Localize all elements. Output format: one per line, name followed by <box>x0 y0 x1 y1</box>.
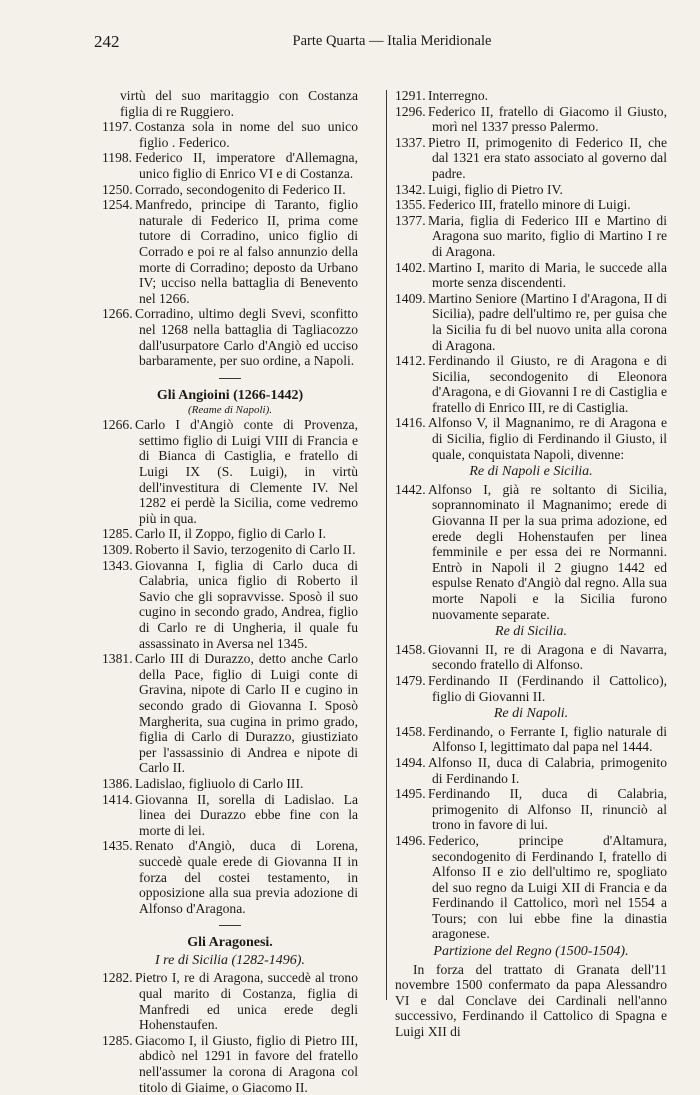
entry-year: 1409. <box>395 290 426 306</box>
entry-year: 1435. <box>102 838 133 854</box>
chronology-entry <box>102 182 358 198</box>
entry-text: Federico, principe d'Altamura, secondogenito di Ferdinando I, fratello di Alfonso II e zio dell'ultimo re, spogliato del suo regno da Luigi XII di Francia e da Ferdinando il Cattolico, morì nel 1554 a Tours; con lui ebbe fine la dinastia aragonese. <box>428 832 667 942</box>
entry-text: Luigi, figlio di Pietro IV. <box>428 181 563 197</box>
entry-year: 1254. <box>102 197 133 213</box>
chronology-entry <box>102 970 358 1032</box>
entry-year: 1442. <box>395 481 426 497</box>
entry-year: 1479. <box>395 672 426 688</box>
entry-text: Federico II, imperatore d'Allemagna, unico figlio di Enrico VI e di Costanza. <box>135 150 358 181</box>
entry-text: Federico II, fratello di Giacomo il Giusto, morì nel 1337 presso Palermo. <box>428 103 667 135</box>
chronology-entry <box>395 197 667 213</box>
chronology-entry <box>395 755 667 786</box>
right-column <box>395 88 667 1040</box>
entry-text: Interregno. <box>428 88 489 103</box>
entry-text: Giacomo I, il Giusto, figlio di Pietro III, abdicò nel 1291 in favore del fratello nell'assumer la corona di Aragona col titolo di Giaime, o Giacomo II. <box>135 1032 358 1095</box>
chronology-entry <box>395 415 667 462</box>
chronology-entry <box>395 291 667 353</box>
chronology-entry <box>102 792 358 839</box>
entry-year: 1402. <box>395 259 426 275</box>
chronology-entry <box>395 104 667 135</box>
entry-text: Alfonso V, il Magnanimo, re di Aragona e di Sicilia, figlio di Ferdinando il Giusto, il quale, conquistata Napoli, divenne: <box>428 415 667 462</box>
page-number: 242 <box>94 32 120 51</box>
entry-year: 1197. <box>102 119 133 135</box>
entry-text: Giovanna I, figlia di Carlo duca di Calabria, unica figlio di Roberto il Savio che gli sopravvisse. Sposò il suo cugino in secondo grado, Andrea, figlio di Carlo re di Ungheria, il quale fu assassinato in Aversa nel 1345. <box>135 557 358 651</box>
entry-year: 1198. <box>102 150 133 166</box>
entry-text: Carlo II, il Zoppo, figlio di Carlo I. <box>135 526 327 542</box>
subsection-heading: Re di Napoli. <box>493 706 569 722</box>
entry-year: 1285. <box>102 526 133 542</box>
entry-year: 1496. <box>395 832 426 848</box>
chronology-entry <box>102 558 358 652</box>
chronology-entry <box>102 526 358 542</box>
chronology-entry <box>102 119 358 150</box>
chronology-entry <box>395 724 667 755</box>
entry-text: Giovanni II, re di Aragona e di Navarra, secondo fratello di Alfonso. <box>428 641 667 673</box>
entry-text: Renato d'Angiò, duca di Lorena, succedè quale erede di Giovanna II in forza del costei testamento, in opposizione alla sua previa adozione di Alfonso d'Aragona. <box>135 838 358 916</box>
entry-year: 1291. <box>395 88 426 103</box>
entry-year: 1266. <box>102 417 133 433</box>
entry-year: 1337. <box>395 134 426 150</box>
chronology-entry <box>395 786 667 833</box>
entry-text: Maria, figlia di Federico III e Martino di Aragona suo marito, figlio di Martino I re di Aragona. <box>428 212 667 259</box>
chronology-entry <box>102 776 358 792</box>
entry-text: Carlo I d'Angiò conte di Provenza, settimo figlio di Luigi VIII di Francia e di Bianca di Castiglia, e fratello di Luigi IX (S. Luigi), in virtù dell'investitura di Clemente IV. Nel 1282 ei perdè la Sicilia, come vedremo più in qua. <box>135 417 358 526</box>
entry-year: 1458. <box>395 723 426 739</box>
subsection-heading: I re di Sicilia (1282-1496). <box>155 952 305 968</box>
entry-text: Roberto il Savio, terzogenito di Carlo II. <box>135 542 356 558</box>
entry-text: Carlo III di Durazzo, detto anche Carlo della Pace, figlio di Luigi conte di Gravina, nipote di Carlo II e cugino in secondo grado di Giovanna I. Sposò Margherita, sua cugina in primo grado, figlia di Carlo di Durazzo, giustiziato per l'assassinio di Andrea e nipote di Carlo II. <box>135 651 358 776</box>
chronology-entry <box>395 642 667 673</box>
chronology-entry <box>102 417 358 526</box>
entry-year: 1494. <box>395 754 426 770</box>
entry-text: Pietro I, re di Aragona, succedè al trono qual marito di Costanza, figlia di Manfredi ed unica erede degli Hohenstaufen. <box>135 970 358 1033</box>
chronology-entry <box>395 482 667 622</box>
entry-year: 1355. <box>395 197 426 213</box>
entry-year: 1414. <box>102 791 133 807</box>
entry-text: Martino Seniore (Martino I d'Aragona, II di Sicilia), padre dell'ultimo re, per guisa che la Sicilia fu di bel nuovo unita alla corona di Aragona. <box>428 290 667 353</box>
entry-text: Corradino, ultimo degli Svevi, sconfitto nel 1268 nella battaglia di Tagliacozzo dall'usurpatore Carlo d'Angiò ed ucciso barbaramente, per suo ordine, a Napoli. <box>135 306 358 369</box>
chronology-entry <box>395 833 667 942</box>
section-title: Gli Angioini (1266-1442) <box>156 387 304 403</box>
left-column <box>102 88 358 1095</box>
entry-text: Ferdinando, o Ferrante I, figlio naturale di Alfonso I, legittimato dal papa nel 1444. <box>428 723 667 755</box>
section-title: Gli Aragonesi. <box>187 935 273 951</box>
entry-text: Ferdinando il Giusto, re di Aragona e di Sicilia, secondogenito di Eleonora d'Aragona, e di Giovanni I re di Castiglia e fratello di Enrico III, re di Castiglia. <box>428 353 667 415</box>
chronology-entry <box>102 651 358 776</box>
entry-text: Pietro II, primogenito di Federico II, che dal 1321 era stato associato al governo dal padre. <box>428 134 667 181</box>
chronology-entry <box>395 673 667 704</box>
entry-year: 1285. <box>102 1032 133 1048</box>
chronology-entry <box>102 306 358 368</box>
chronology-entry <box>102 1033 358 1095</box>
continued-text: virtù del suo maritaggio con Costanza figlia di re Ruggiero. <box>120 88 358 119</box>
entry-text: Ferdinando II (Ferdinando il Cattolico), figlio di Giovanni II. <box>428 672 667 704</box>
entry-year: 1309. <box>102 542 133 558</box>
entry-year: 1458. <box>395 641 426 657</box>
entry-text: Costanza sola in nome del suo unico figlio . Federico. <box>135 119 358 150</box>
entry-text: Ferdinando II, duca di Calabria, primogenito di Alfonso II, rinunciò al trono in favore di lui. <box>428 786 667 833</box>
chronology-entry <box>395 182 667 198</box>
entry-year: 1343. <box>102 557 133 573</box>
entry-text: Federico III, fratello minore di Luigi. <box>428 197 631 213</box>
entry-text: Alfonso I, già re soltanto di Sicilia, soprannominato il Magnanimo; erede di Giovanna II per la sua prima adozione, ed erede degli Hohenstaufen per linea femminile e per essa dei re Normanni. Entrò in Napoli il 2 giugno 1442 ed espulse Renato d'Angiò dal regno. Alla sua morte Napoli e la Sicilia furono nuovamente separate. <box>428 481 667 622</box>
chronology-entry <box>395 213 667 260</box>
entry-text: Martino I, marito di Maria, le succede alla morte senza discendenti. <box>428 259 667 291</box>
entry-year: 1296. <box>395 103 426 119</box>
chronology-entry <box>395 135 667 182</box>
entry-year: 1282. <box>102 970 133 986</box>
page-header <box>94 32 690 58</box>
entry-text: Ladislao, figliuolo di Carlo III. <box>135 775 304 791</box>
entry-year: 1377. <box>395 212 426 228</box>
subsection-heading: Re di Napoli e Sicilia. <box>469 464 593 480</box>
subsection-heading: Re di Sicilia. <box>495 624 567 640</box>
entry-text: Alfonso II, duca di Calabria, primogenito di Ferdinando I. <box>428 754 667 786</box>
entry-text: Corrado, secondogenito di Federico II. <box>135 181 346 197</box>
chronology-entry <box>395 353 667 415</box>
entry-year: 1266. <box>102 306 133 322</box>
column-rule <box>386 90 387 1000</box>
chronology-entry <box>102 197 358 306</box>
section-divider <box>219 378 241 379</box>
entry-year: 1412. <box>395 353 426 369</box>
chronology-entry <box>395 88 667 104</box>
entry-year: 1342. <box>395 181 426 197</box>
subsection-heading: Partizione del Regno (1500-1504). <box>433 944 629 960</box>
chronology-entry <box>102 150 358 181</box>
entry-year: 1416. <box>395 415 426 431</box>
section-subnote: (Reame di Napoli). <box>187 404 272 417</box>
chronology-entry <box>395 260 667 291</box>
entry-year: 1495. <box>395 786 426 802</box>
chronology-entry <box>102 542 358 558</box>
entry-text: Giovanna II, sorella di Ladislao. La linea dei Durazzo ebbe fine con la morte di lei. <box>135 791 358 838</box>
running-title: Parte Quarta — Italia Meridionale <box>292 33 492 49</box>
chronology-entry <box>102 838 358 916</box>
entry-year: 1386. <box>102 775 133 791</box>
entry-year: 1381. <box>102 651 133 667</box>
entry-text: Manfredo, principe di Taranto, figlio naturale di Federico II, prima come tutore di Corradino, unico figlio di Corrado e poi re al falso annunzio della morte di Corradino; deposto da Urbano IV; ucciso nella battaglia di Benevento nel 1266. <box>135 197 358 306</box>
entry-year: 1250. <box>102 181 133 197</box>
section-divider <box>219 925 241 926</box>
body-paragraph: In forza del trattato di Granata dell'11 novembre 1500 confermato da papa Alessandro VI e dal Conclave dei Cardinali nell'anno successivo, Ferdinando il Cattolico di Spagna e Luigi XII di <box>395 961 667 1040</box>
